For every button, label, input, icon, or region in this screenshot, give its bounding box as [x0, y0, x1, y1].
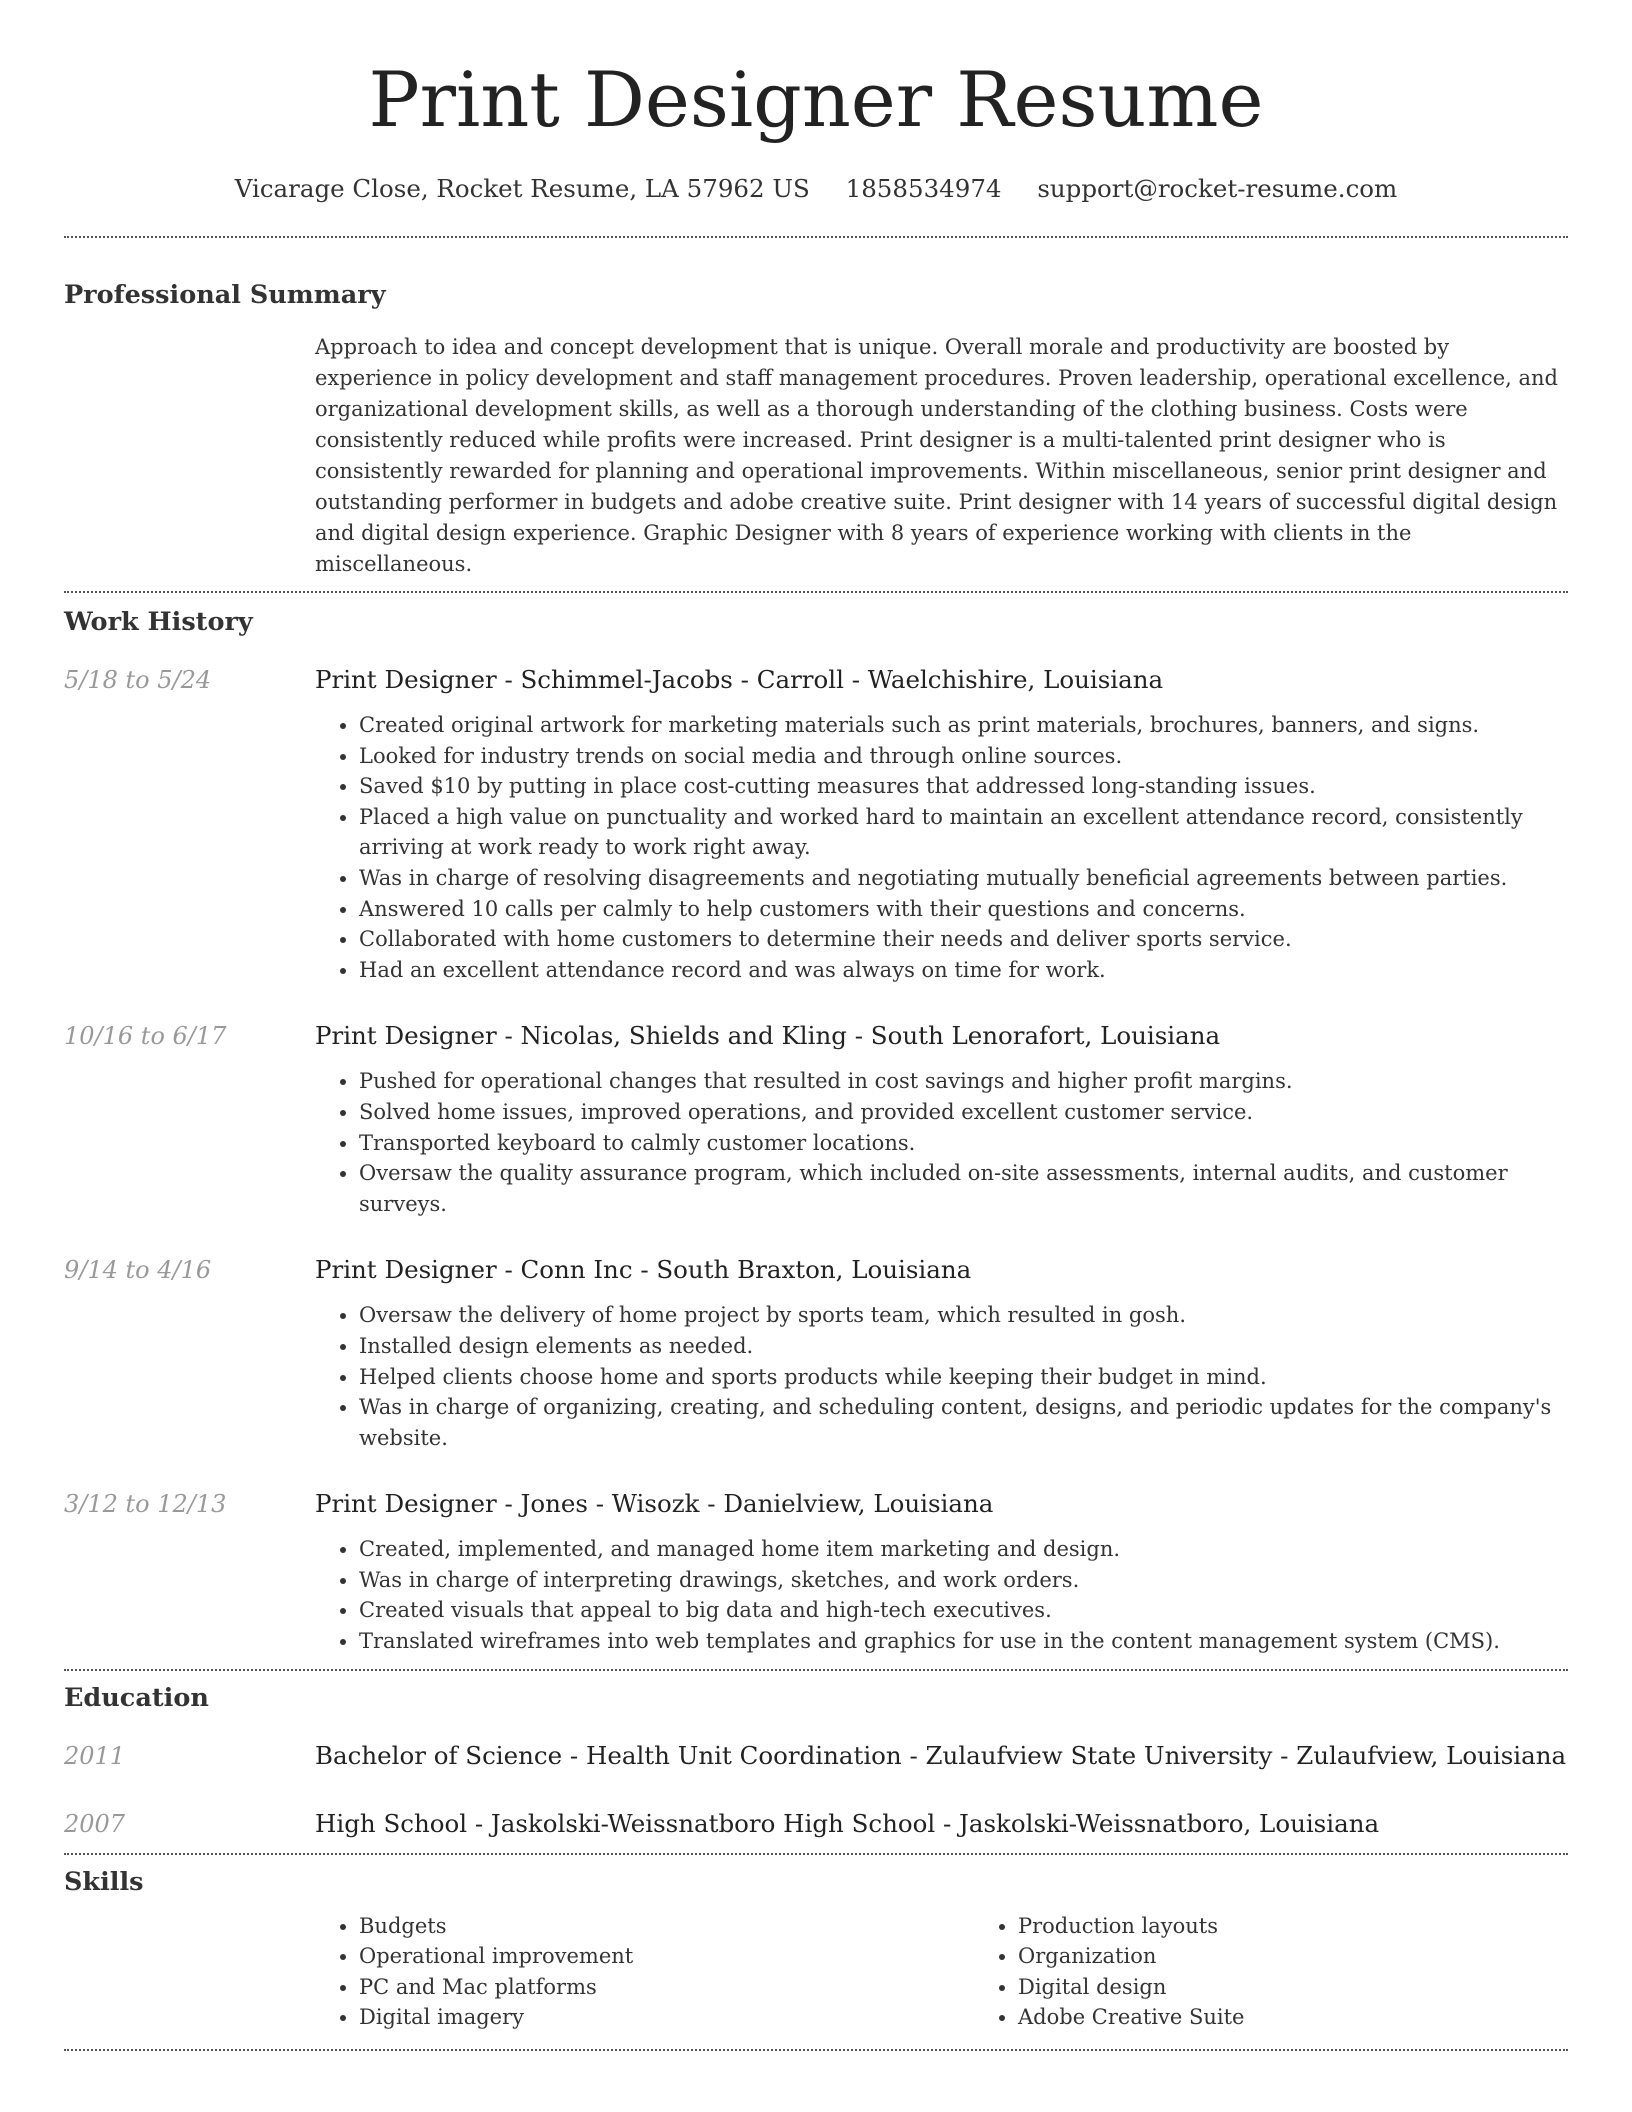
skill-item: • Production layouts: [1018, 1911, 1632, 1942]
skill-item: • PC and Mac platforms: [359, 1972, 974, 2003]
divider: [64, 591, 1568, 593]
education-year: 2007: [64, 1809, 126, 1838]
education-section: [64, 1681, 1568, 1841]
job-bullets: [315, 710, 1568, 985]
list-item: • Helped clients choose home and sports products while keeping their budget in mind.: [359, 1362, 1568, 1393]
job-bullets: [315, 1534, 1568, 1656]
skill-item: • Budgets: [359, 1911, 974, 1942]
section-title-education: Education: [64, 1682, 209, 1713]
skill-item: • Operational improvement: [359, 1941, 974, 1972]
job-dates: 5/18 to 5/24: [64, 666, 212, 694]
skills-list-right: [974, 1911, 1632, 2033]
list-item: • Oversaw the quality assurance program, which included on-site assessments, internal audits, and customer surveys.: [359, 1158, 1568, 1219]
education-year: 2011: [64, 1741, 126, 1770]
job-dates: 9/14 to 4/16: [64, 1256, 212, 1285]
job-entry: [64, 1019, 1568, 1219]
list-item: • Was in charge of organizing, creating, and scheduling content, designs, and periodic updates for the company's website.: [359, 1392, 1568, 1453]
job-title: Print Designer - Schimmel-Jacobs - Carroll - Waelchishire, Louisiana: [315, 665, 1164, 694]
skill-item: • Organization: [1018, 1941, 1632, 1972]
list-item: • Had an excellent attendance record and was always on time for work.: [359, 955, 1568, 986]
job-bullets: [315, 1066, 1568, 1219]
skill-item: • Adobe Creative Suite: [1018, 2002, 1632, 2033]
summary-section: [64, 278, 1568, 580]
section-title-work: Work History: [64, 607, 253, 637]
list-item: • Looked for industry trends on social media and through online sources.: [359, 741, 1568, 772]
list-item: • Created, implemented, and managed home item marketing and design.: [359, 1534, 1568, 1565]
skill-item: • Digital design: [1018, 1972, 1632, 2003]
job-title: Print Designer - Nicolas, Shields and Kling - South Lenorafort, Louisiana: [315, 1021, 1221, 1051]
job-title: Print Designer - Jones - Wisozk - Danielview, Louisiana: [315, 1489, 994, 1519]
divider: [64, 1669, 1568, 1671]
list-item: • Transported keyboard to calmly customer locations.: [359, 1128, 1568, 1159]
list-item: • Created visuals that appeal to big data and high-tech executives.: [359, 1595, 1568, 1626]
list-item: • Translated wireframes into web templates and graphics for use in the content management system (CMS).: [359, 1626, 1568, 1657]
education-entry: [64, 1807, 1568, 1841]
job-bullets: [315, 1300, 1568, 1453]
contact-line: [64, 172, 1568, 206]
list-item: • Was in charge of resolving disagreements and negotiating mutually beneficial agreements between parties.: [359, 863, 1568, 894]
list-item: • Installed design elements as needed.: [359, 1331, 1568, 1362]
skill-item: • Digital imagery: [359, 2002, 974, 2033]
list-item: • Created original artwork for marketing materials such as print materials, brochures, banners, and signs.: [359, 710, 1568, 741]
job-title: Print Designer - Conn Inc - South Braxton, Louisiana: [315, 1255, 972, 1285]
section-title-skills: Skills: [64, 1866, 144, 1897]
skills-list-left: [315, 1911, 974, 2033]
contact-phone: 1858534974: [845, 174, 1002, 203]
divider: [64, 236, 1568, 238]
contact-email: support@rocket-resume.com: [1037, 174, 1398, 203]
education-entry: [64, 1739, 1568, 1773]
summary-text: Approach to idea and concept development that is unique. Overall morale and productivity are boosted by experience in policy development and staff management procedures. Proven leadership, operational excellence, and organizational development skills, as well as a thorough understanding of the clothing business. Costs were consistently reduced while profits were increased. Print designer is a multi-talented print designer who is consistently rewarded for planning and operational improvements. Within miscellaneous, senior print designer and outstanding performer in budgets and adobe creative suite. Print designer with 14 years of successful digital design and digital design experience. Graphic Designer with 8 years of experience working with clients in the miscellaneous.: [315, 335, 1558, 576]
list-item: • Placed a high value on punctuality and worked hard to maintain an excellent attendance record, consistently arriving at work ready to work right away.: [359, 802, 1568, 863]
list-item: • Saved $10 by putting in place cost-cutting measures that addressed long-standing issues.: [359, 771, 1568, 802]
list-item: • Was in charge of interpreting drawings, sketches, and work orders.: [359, 1565, 1568, 1596]
job-entry: [64, 663, 1568, 985]
list-item: • Oversaw the delivery of home project by sports team, which resulted in gosh.: [359, 1300, 1568, 1331]
skills-section: [64, 1865, 1568, 2033]
divider: [64, 2049, 1568, 2051]
education-text: High School - Jaskolski-Weissnatboro High School - Jaskolski-Weissnatboro, Louisiana: [315, 1808, 1380, 1838]
job-dates: 3/12 to 12/13: [64, 1490, 227, 1519]
divider: [64, 1853, 1568, 1855]
list-item: • Collaborated with home customers to determine their needs and deliver sports service.: [359, 924, 1568, 955]
list-item: • Solved home issues, improved operations, and provided excellent customer service.: [359, 1097, 1568, 1128]
list-item: • Answered 10 calls per calmly to help customers with their questions and concerns.: [359, 894, 1568, 925]
work-section: [64, 605, 1568, 1657]
job-dates: 10/16 to 6/17: [64, 1022, 227, 1051]
education-text: Bachelor of Science - Health Unit Coordination - Zulaufview State University - Zulaufview, Louisiana: [315, 1740, 1567, 1770]
list-item: • Pushed for operational changes that resulted in cost savings and higher profit margins.: [359, 1066, 1568, 1097]
page-title: Print Designer Resume: [368, 55, 1264, 144]
job-entry: [64, 1253, 1568, 1453]
section-title-summary: Professional Summary: [64, 280, 386, 310]
contact-address: Vicarage Close, Rocket Resume, LA 57962 US: [234, 174, 810, 203]
job-entry: [64, 1487, 1568, 1656]
